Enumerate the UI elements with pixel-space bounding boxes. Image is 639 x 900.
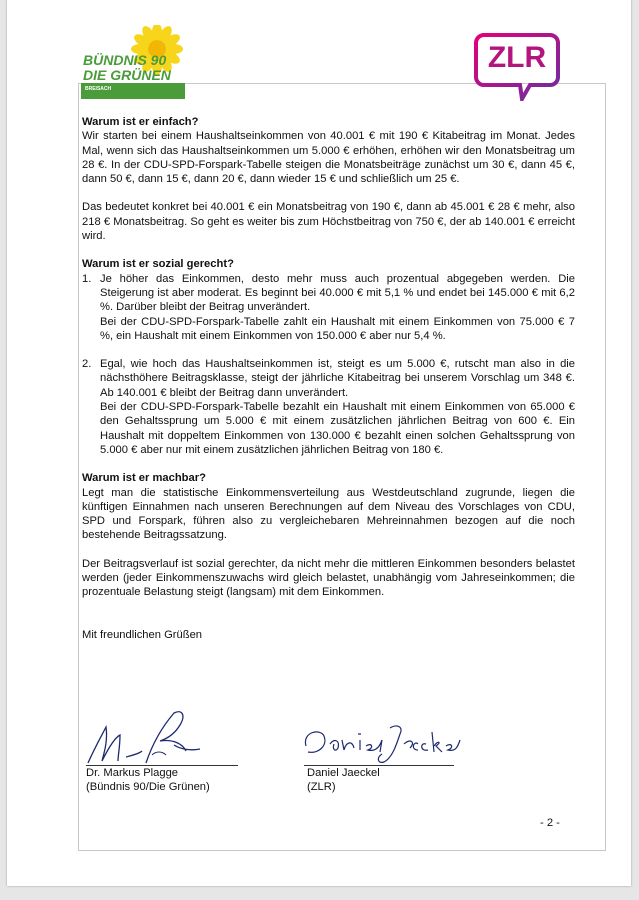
gruene-logo-text-2: DIE GRÜNEN (83, 67, 171, 83)
list-number: 1. (82, 272, 92, 285)
gruene-logo-sub: BREISACH (85, 86, 112, 92)
signer-name: Dr. Markus Plagge (86, 767, 179, 779)
paragraph-einfach-2: Das bedeutet konkret bei 40.001 € ein Monatsbeitrag von 190 €, dann ab 45.001 € 28 € mehr, also 218 € Monatsbeitrag. So geht es weiter bis zum Höchstbeitrag von 750 €, der ab 140.001 € erreicht wird. (82, 201, 575, 243)
paragraph-machbar-2: Der Beitragsverlauf ist sozial gerechter, da nicht mehr die mittleren Einkommen besonders belastet werden (jeder Einkommenszuwachs wird gleich belastet, unabhängig vom Jahreseinkommen; die prozentuale Belastung steigt (langsam) mit dem Einkommen. (82, 557, 575, 599)
signer-org: (Bündnis 90/Die Grünen) (86, 781, 210, 793)
page-number: - 2 - (540, 817, 560, 829)
paragraph-einfach-1: Wir starten bei einem Haushaltseinkommen von 40.001 € mit 190 € Kitabeitrag im Monat. Jedes Mal, wenn sich das Haushaltseinkommen um 5.000 € erhöhen, erhöhen wir den Monatsbeitrag um 28 €. In der CDU-SPD-Forspark-Tabelle steigen die Monatsbeiträge zunächst um 30 €, dann 45 €, dann 50 €, dann 15 €, dann 20 €, dann wieder 15 € und schließlich um 25 €. (82, 130, 575, 186)
heading-einfach: Warum ist er einfach? (82, 116, 199, 128)
list-item (82, 357, 575, 457)
letter-body (82, 115, 575, 642)
list-item-text: Bei der CDU-SPD-Forspark-Tabelle zahlt ein Haushalt mit einem Einkommen von 75.000 € 7 %, ein Haushalt mit einem Einkommen von 150.000 € aber nur 5,4 %. (100, 315, 575, 342)
zlr-logo-text: ZLR (487, 41, 547, 74)
list-number: 2. (82, 358, 92, 371)
closing-text: Mit freundlichen Grüßen (82, 628, 203, 641)
signer-name: Daniel Jaeckel (307, 767, 380, 779)
signer-org: (ZLR) (307, 781, 336, 793)
list-item (82, 272, 575, 343)
signature-jaeckel-icon (300, 722, 465, 770)
signature-block (82, 705, 582, 805)
zlr-logo (474, 33, 560, 101)
list-item-text: Bei der CDU-SPD-Forspark-Tabelle bezahlt ein Haushalt mit einem Einkommen von 65.000 € den Gehaltssprung um 5.000 € mit einem zusätzlichen jährlichen Beitrag von 600 €. Ein Haushalt mit doppeltem Einkommen von 130.000 € bezahlt einen solchen Gehaltssprung von 5.000 € aber nur mit einem zusätzlichen jährlichen Beitrag von 180 €. (100, 401, 575, 456)
heading-machbar: Warum ist er machbar? (82, 472, 206, 485)
gruene-logo-text-1: BÜNDNIS 90 (83, 52, 167, 68)
buendnis-gruene-logo (79, 25, 189, 100)
list-item-text: Egal, wie hoch das Haushaltseinkommen ist, steigt es um 5.000 €, rutscht man also in die nächsthöhere Beitragsklasse, steigt der jährliche Kitabeitrag bei unserem Vorschlag um 348 €. Ab 140.001 € bleibt der Beitrag dann unverändert. (100, 358, 575, 399)
list-item-text: Je höher das Einkommen, desto mehr muss auch prozentual abgegeben werden. Die Steigerung ist aber moderat. Es beginnt bei 40.000 € mit 5,1 % und endet bei 145.000 € mit 6,2 %. Darüber bleibt der Beitrag unverändert. (100, 272, 575, 314)
signature-plagge-icon (82, 705, 242, 769)
heading-gerecht: Warum ist er sozial gerecht? (82, 258, 234, 271)
paragraph-machbar-1: Legt man die statistische Einkommensverteilung aus Westdeutschland zugrunde, liegen die künftigen Einnahmen nach unseren Berechnungen auf dem Niveau des Vorschlages von CDU, SPD und Forspark, führen also zu vergleichebaren Mehreinnahmen bezogen auf die noch bestehende Beitragssatzung. (82, 486, 575, 542)
